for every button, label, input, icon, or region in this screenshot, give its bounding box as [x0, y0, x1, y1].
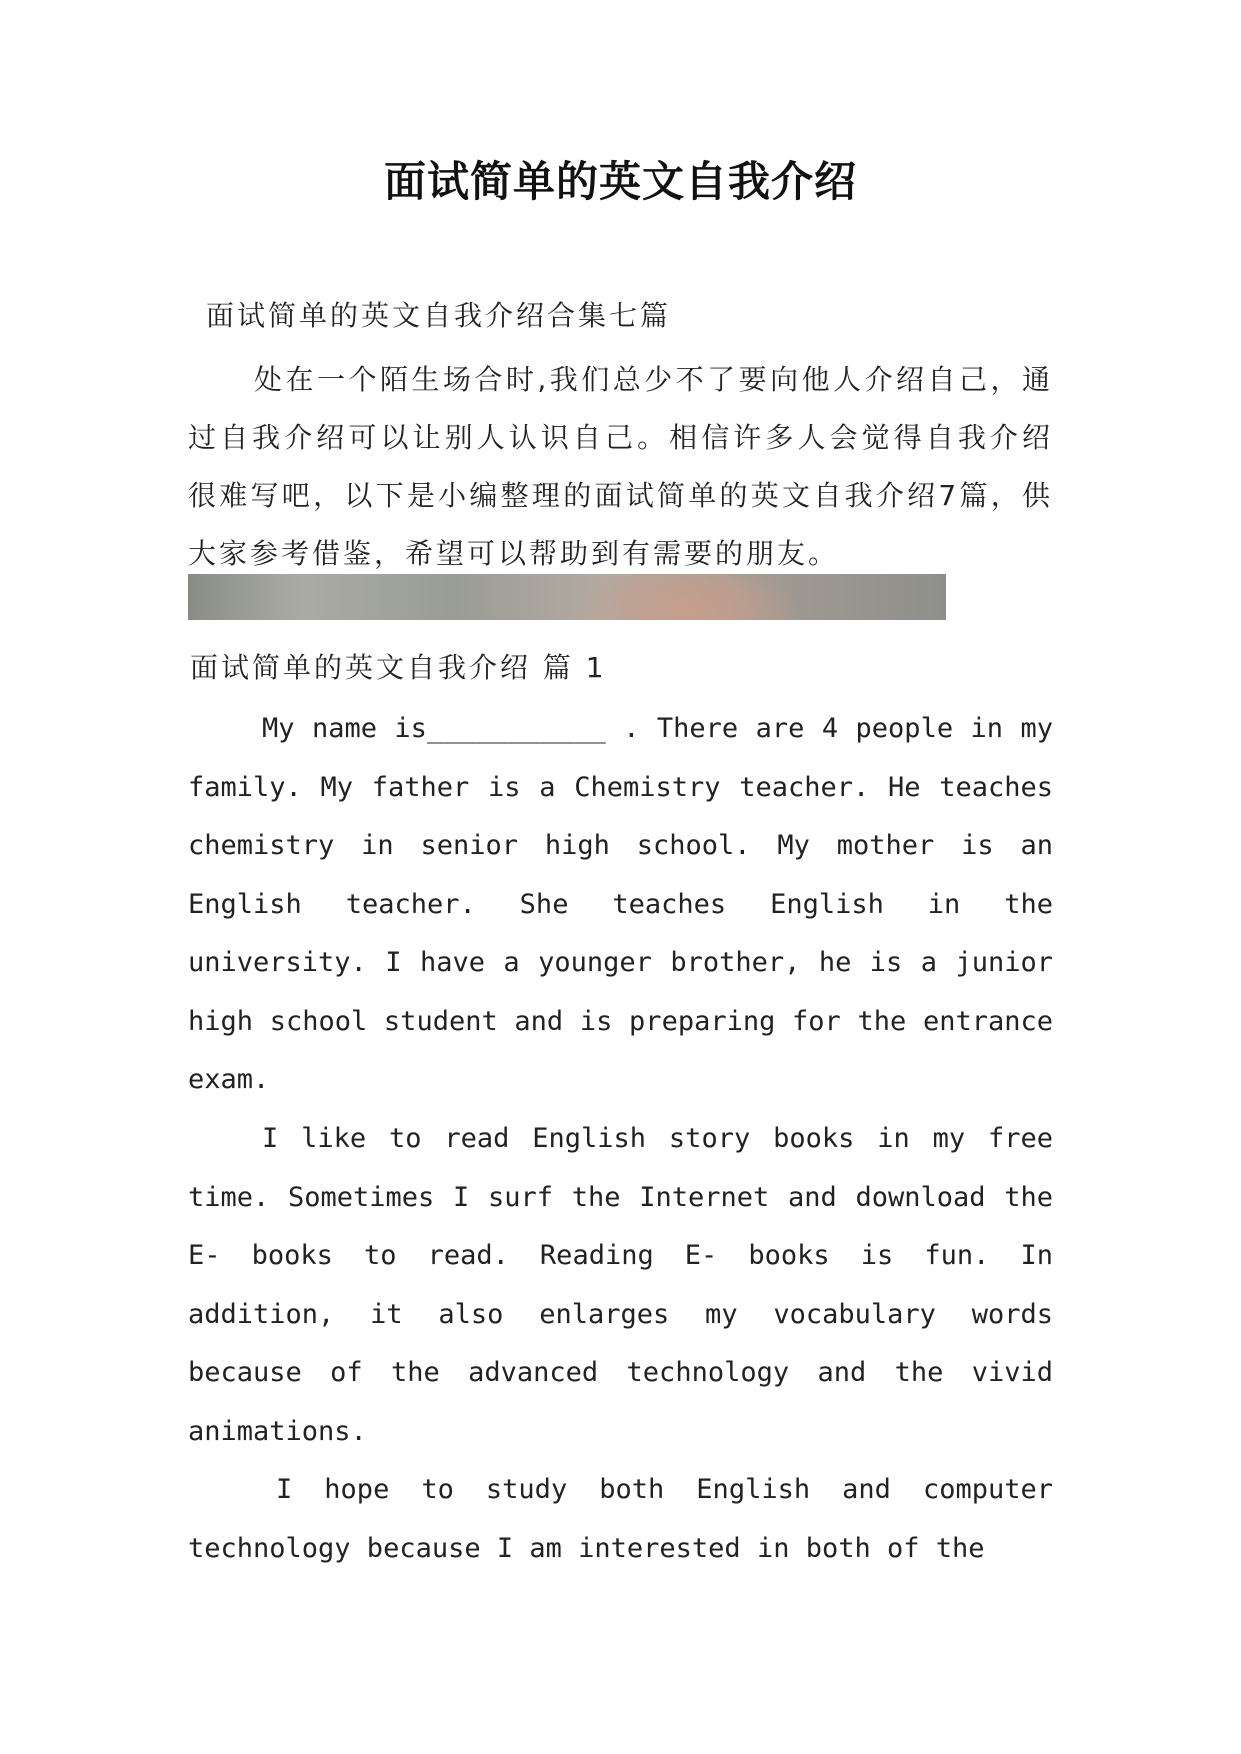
document-title: 面试简单的英文自我介绍 — [383, 157, 857, 206]
document-subtitle: 面试简单的英文自我介绍合集七篇 — [206, 299, 672, 332]
intro-paragraph: 处在一个陌生场合时,我们总少不了要向他人介绍自己，通过自我介绍可以让别人认识自己。相信许多人会觉得自我介绍很难写吧，以下是小编整理的面试简单的英文自我介绍7篇，供大家参考借鉴，希望可以帮助到有需要的朋友。 — [188, 363, 1053, 570]
body-paragraph-2 — [188, 1110, 1053, 1461]
paragraph-text: My name is___________ . There are 4 people in my family. My father is a Chemistry teacher. He teaches chemistry in senior high school. My mother is an English teacher. She teaches English in the university. I have a younger brother, he is a junior high school student and is preparing for the entrance exam. — [188, 713, 1053, 1095]
paragraph-text: I hope to study both English and computer technology because I am interested in both of the — [188, 1474, 1053, 1564]
cropped-photo — [188, 574, 946, 620]
body-paragraph-3 — [188, 1461, 1053, 1578]
section-heading: 面试简单的英文自我介绍 篇 1 — [190, 651, 607, 684]
body-paragraph-1 — [188, 700, 1053, 1110]
paragraph-text: I like to read English story books in my free time. Sometimes I surf the Internet and download the E- books to read. Reading E- books is fun. In addition, it also enlarges my vocabulary words because of the advanced technology and the vivid animations. — [188, 1123, 1053, 1447]
